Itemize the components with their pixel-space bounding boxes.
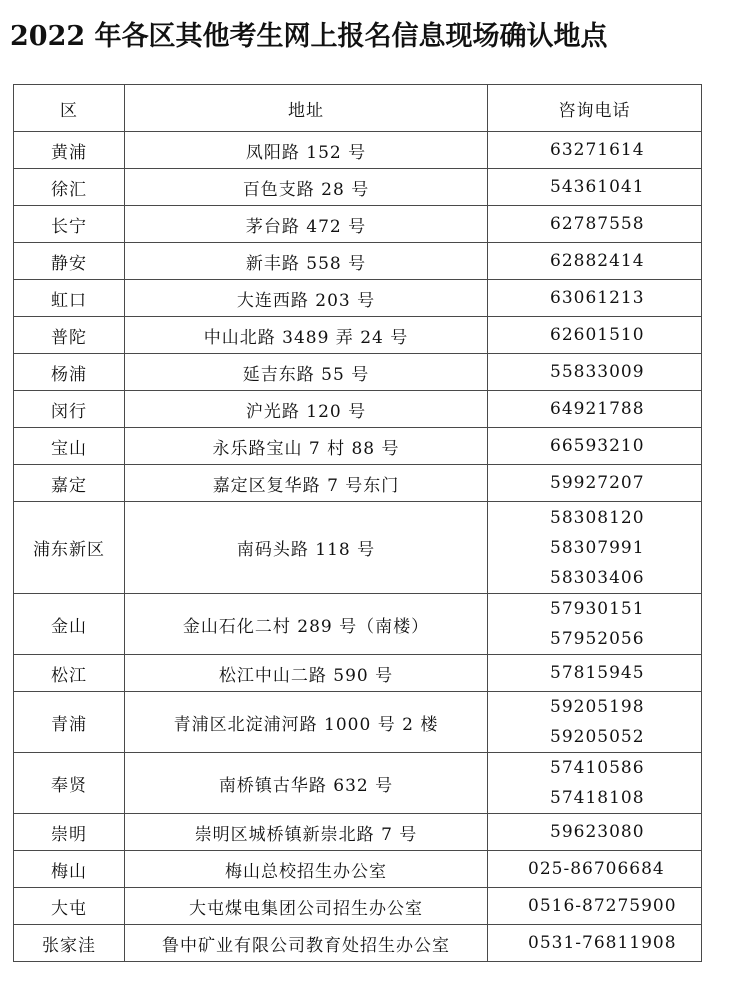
table-body [14, 132, 702, 962]
district-cell: 黄浦 [14, 132, 125, 169]
phone-cell [488, 280, 702, 317]
phone-cell [488, 655, 702, 692]
table-row [14, 692, 702, 753]
phone-number: 59205052 [550, 727, 645, 747]
page-title: 2022 年各区其他考生网上报名信息现场确认地点 [10, 21, 608, 52]
phone-cell [488, 925, 702, 962]
table-row [14, 280, 702, 317]
table-row [14, 465, 702, 502]
district-cell: 杨浦 [14, 354, 125, 391]
address-cell: 大连西路 203 号 [125, 280, 488, 317]
table-row [14, 594, 702, 655]
phone-number: 59623080 [550, 822, 645, 842]
address-cell: 新丰路 558 号 [125, 243, 488, 280]
table-row [14, 888, 702, 925]
phone-cell [488, 851, 702, 888]
address-cell: 南码头路 118 号 [125, 502, 488, 594]
phone-number: 62601510 [550, 325, 645, 345]
address-cell: 永乐路宝山 7 村 88 号 [125, 428, 488, 465]
district-cell: 松江 [14, 655, 125, 692]
table-row [14, 851, 702, 888]
phone-cell [488, 692, 702, 753]
district-cell: 奉贤 [14, 753, 125, 814]
phone-cell [488, 753, 702, 814]
phone-cell [488, 391, 702, 428]
district-cell: 崇明 [14, 814, 125, 851]
header-district: 区 [14, 85, 125, 132]
table-row [14, 391, 702, 428]
phone-cell [488, 317, 702, 354]
district-cell: 大屯 [14, 888, 125, 925]
table-row [14, 753, 702, 814]
district-cell: 普陀 [14, 317, 125, 354]
phone-cell [488, 169, 702, 206]
address-cell: 崇明区城桥镇新崇北路 7 号 [125, 814, 488, 851]
district-cell: 宝山 [14, 428, 125, 465]
district-cell: 静安 [14, 243, 125, 280]
header-phone: 咨询电话 [488, 85, 702, 132]
district-cell: 张家洼 [14, 925, 125, 962]
table-row [14, 132, 702, 169]
phone-number: 58308120 [550, 507, 645, 528]
district-cell: 梅山 [14, 851, 125, 888]
phone-number: 58303406 [550, 567, 645, 588]
address-cell: 南桥镇古华路 632 号 [125, 753, 488, 814]
address-cell: 梅山总校招生办公室 [125, 851, 488, 888]
table-row [14, 428, 702, 465]
address-cell: 大屯煤电集团公司招生办公室 [125, 888, 488, 925]
district-cell: 闵行 [14, 391, 125, 428]
district-cell: 浦东新区 [14, 502, 125, 594]
phone-cell [488, 502, 702, 594]
district-cell: 金山 [14, 594, 125, 655]
phone-number: 64921788 [550, 399, 645, 419]
phone-number: 59205198 [550, 697, 645, 717]
phone-number: 54361041 [550, 177, 645, 197]
phone-number: 57410586 [550, 758, 645, 778]
phone-number: 0516-87275900 [528, 896, 677, 916]
phone-cell [488, 206, 702, 243]
phone-cell [488, 888, 702, 925]
table-row [14, 655, 702, 692]
phone-cell [488, 465, 702, 502]
phone-cell [488, 243, 702, 280]
phone-number: 0531-76811908 [528, 933, 677, 953]
table-row [14, 354, 702, 391]
table-row [14, 317, 702, 354]
table-row [14, 206, 702, 243]
phone-cell [488, 354, 702, 391]
phone-cell [488, 428, 702, 465]
phone-number: 63061213 [550, 288, 645, 308]
confirmation-locations-table [13, 84, 702, 962]
address-cell: 凤阳路 152 号 [125, 132, 488, 169]
address-cell: 中山北路 3489 弄 24 号 [125, 317, 488, 354]
phone-number: 59927207 [550, 473, 645, 493]
address-cell: 松江中山二路 590 号 [125, 655, 488, 692]
address-cell: 茅台路 472 号 [125, 206, 488, 243]
phone-number: 57930151 [550, 599, 645, 619]
table-row [14, 502, 702, 594]
phone-number: 58307991 [550, 537, 645, 558]
district-cell: 徐汇 [14, 169, 125, 206]
phone-number: 62787558 [550, 214, 645, 234]
address-cell: 金山石化二村 289 号（南楼） [125, 594, 488, 655]
phone-number: 57815945 [550, 663, 645, 683]
table-row [14, 243, 702, 280]
phone-number: 57418108 [550, 788, 645, 808]
district-cell: 青浦 [14, 692, 125, 753]
address-cell: 沪光路 120 号 [125, 391, 488, 428]
header-address: 地址 [125, 85, 488, 132]
address-cell: 嘉定区复华路 7 号东门 [125, 465, 488, 502]
phone-number: 55833009 [550, 362, 645, 382]
phone-number: 025-86706684 [528, 859, 665, 879]
address-cell: 鲁中矿业有限公司教育处招生办公室 [125, 925, 488, 962]
district-cell: 长宁 [14, 206, 125, 243]
address-cell: 百色支路 28 号 [125, 169, 488, 206]
phone-number: 62882414 [550, 251, 645, 271]
phone-number: 63271614 [550, 140, 645, 160]
district-cell: 虹口 [14, 280, 125, 317]
phone-cell [488, 594, 702, 655]
phone-cell [488, 814, 702, 851]
table-row [14, 169, 702, 206]
phone-number: 57952056 [550, 629, 645, 649]
address-cell: 延吉东路 55 号 [125, 354, 488, 391]
table-row [14, 814, 702, 851]
phone-cell [488, 132, 702, 169]
district-cell: 嘉定 [14, 465, 125, 502]
table-row [14, 925, 702, 962]
table-header-row [14, 85, 702, 132]
address-cell: 青浦区北淀浦河路 1000 号 2 楼 [125, 692, 488, 753]
phone-number: 66593210 [550, 436, 645, 456]
